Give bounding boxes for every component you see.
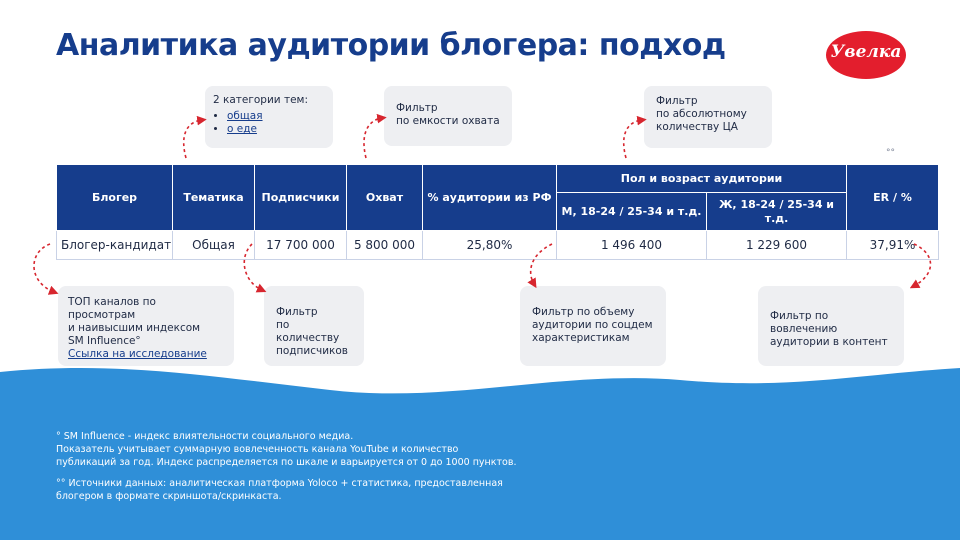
header-reach: Охват xyxy=(347,165,423,231)
list-item xyxy=(227,123,325,136)
note-absolute-filter xyxy=(644,86,772,148)
header-male: М, 18-24 / 25-34 и т.д. xyxy=(557,193,707,231)
note-line: аудитории в контент xyxy=(770,336,888,348)
note-line: по емкости охвата xyxy=(396,115,500,127)
page-title: Аналитика аудитории блогера: подход xyxy=(56,28,726,63)
cell-blogger: Блогер-кандидат xyxy=(57,231,173,260)
table-row xyxy=(57,231,939,260)
note-line: ТОП каналов по просмотрам xyxy=(68,296,156,321)
header-female: Ж, 18-24 / 25-34 и т.д. xyxy=(707,193,847,231)
note-line: аудитории по соцдем xyxy=(532,319,653,331)
note-line: Фильтр xyxy=(396,102,438,114)
footnotes xyxy=(56,430,576,511)
link-category-food[interactable]: о еде xyxy=(227,123,257,135)
footnote-line: публикаций за год. Индекс распределяется по шкале и варьируется от 0 до 1000 пунктов. xyxy=(56,457,517,468)
note-line: Фильтр xyxy=(656,95,698,107)
note-topic-categories xyxy=(205,86,333,148)
audience-table xyxy=(56,164,939,260)
footnote-line: Показатель учитывает суммарную вовлеченность канала YouTube и количество xyxy=(56,444,459,455)
note-categories-list xyxy=(213,110,325,136)
cell-er: 37,91% xyxy=(847,231,939,260)
arrow-audience-to-absolute xyxy=(624,120,642,158)
cell-topic: Общая xyxy=(173,231,255,260)
header-blogger: Блогер xyxy=(57,165,173,231)
cell-reach: 5 800 000 xyxy=(347,231,423,260)
note-line: и наивысшим индексом xyxy=(68,322,201,334)
header-subscribers: Подписчики xyxy=(255,165,347,231)
arrow-reach-to-filter xyxy=(364,118,382,158)
brand-logo xyxy=(825,30,907,80)
header-er: ER / % xyxy=(847,165,939,231)
footnote-marker: °° xyxy=(886,148,895,158)
footnote-line: блогером в формате скриншота/скринкаста. xyxy=(56,491,282,502)
footnote-data-sources xyxy=(56,477,576,503)
note-volume-filter xyxy=(520,286,666,366)
note-line: Фильтр по вовлечению xyxy=(770,310,838,335)
arrow-blogger-to-top xyxy=(34,244,54,292)
arrow-topic-to-categories xyxy=(184,120,202,158)
note-line: Фильтр по объему xyxy=(532,306,635,318)
note-line: SM Influence° xyxy=(68,335,141,347)
note-line: по абсолютному xyxy=(656,108,747,120)
note-reach-filter xyxy=(384,86,512,146)
note-categories-heading: 2 категории тем: xyxy=(213,94,308,106)
header-topic: Тематика xyxy=(173,165,255,231)
note-subscribers-filter xyxy=(264,286,364,366)
note-engagement-filter xyxy=(758,286,904,366)
note-top-channels xyxy=(58,286,234,366)
cell-subscribers: 17 700 000 xyxy=(255,231,347,260)
note-line: по количеству xyxy=(276,319,340,344)
header-rf-share: % аудитории из РФ xyxy=(423,165,557,231)
link-category-general[interactable]: общая xyxy=(227,110,263,122)
cell-male: 1 496 400 xyxy=(557,231,707,260)
note-line: подписчиков xyxy=(276,345,348,357)
note-line: характеристикам xyxy=(532,332,630,344)
footnote-line: ° SM Influence - индекс влиятельности социального медиа. xyxy=(56,431,354,442)
research-link[interactable]: Ссылка на исследование xyxy=(68,348,207,360)
cell-rf-share: 25,80% xyxy=(423,231,557,260)
note-line: количеству ЦА xyxy=(656,121,738,133)
note-line: Фильтр xyxy=(276,306,318,318)
logo-text: Увелка xyxy=(830,42,902,62)
list-item xyxy=(227,110,325,123)
cell-female: 1 229 600 xyxy=(707,231,847,260)
header-gender-age: Пол и возраст аудитории xyxy=(557,165,847,193)
footnote-line: °° Источники данных: аналитическая платформа Yoloco + статистика, предоставленная xyxy=(56,478,503,489)
footnote-sm-influence xyxy=(56,430,576,469)
